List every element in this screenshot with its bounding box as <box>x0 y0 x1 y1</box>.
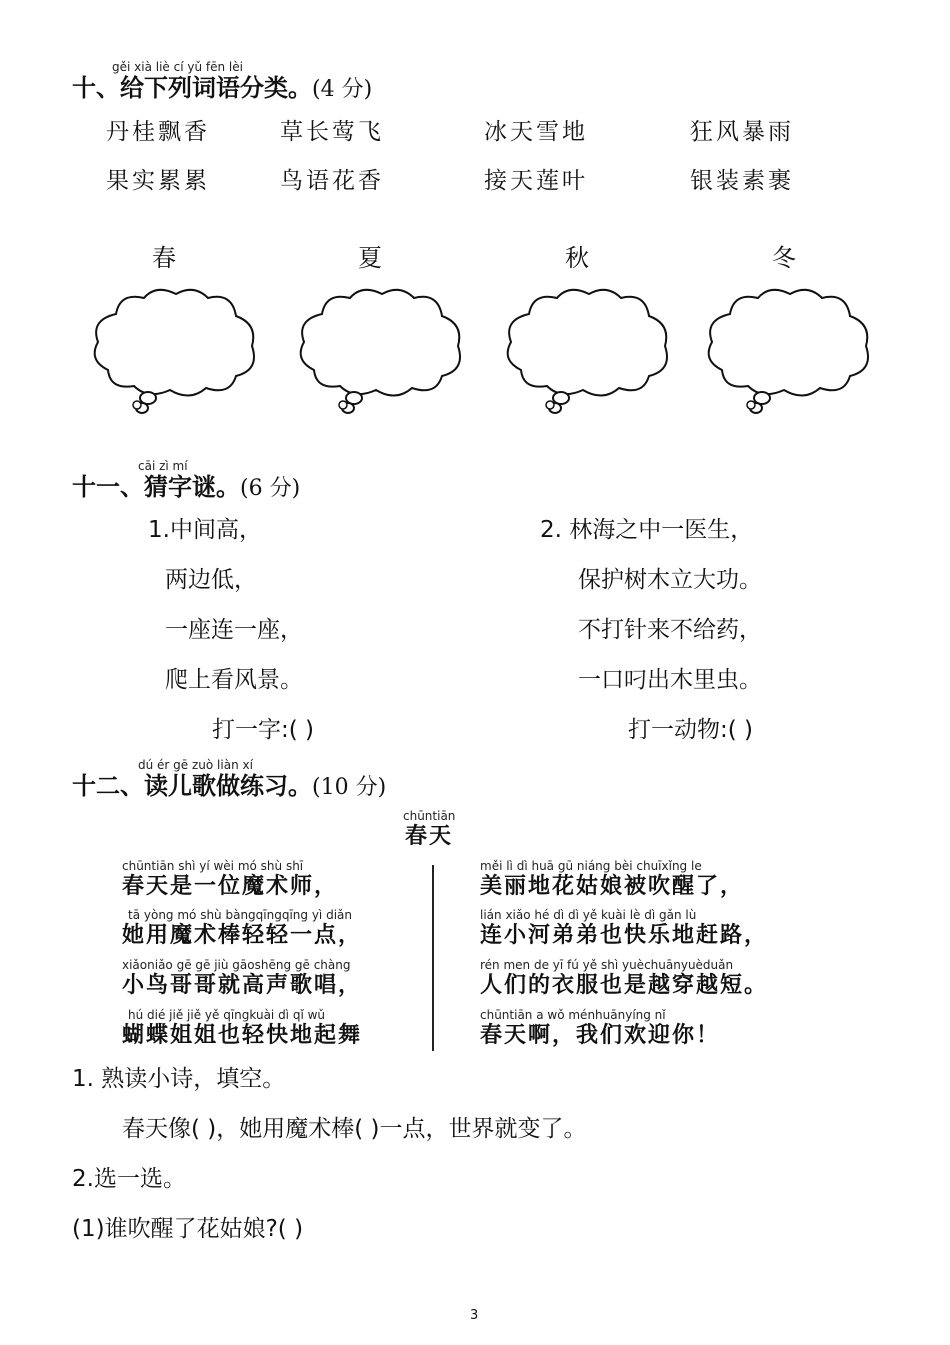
word-item: 冰天雪地 <box>484 119 588 145</box>
poem-pinyin: tā yòng mó shù bàngqīngqīng yì diǎn <box>128 908 352 922</box>
poem-title-pinyin: chūntiān <box>403 809 456 823</box>
poem-line: 美丽地花姑娘被吹醒了， <box>480 873 745 899</box>
riddle-1-line: 1.中间高， <box>148 517 262 543</box>
page-number: 3 <box>470 1308 479 1323</box>
section-11-number: 十一、 <box>72 473 144 501</box>
riddle-1-line: 一座连一座， <box>165 617 303 643</box>
poem-line: 人们的衣服也是越穿越短。 <box>480 972 769 998</box>
question-2-label: 2.选一选。 <box>72 1166 186 1192</box>
riddle-2-answer[interactable]: 打一动物:( ) <box>628 717 754 743</box>
poem-line: 她用魔术棒轻轻一点， <box>122 922 363 948</box>
season-label-autumn: 秋 <box>565 244 589 272</box>
poem-line: 蝴蝶姐姐也轻快地起舞 <box>122 1022 363 1048</box>
poem-line: 连小河弟弟也快乐地赶路， <box>480 922 769 948</box>
word-item: 鸟语花香 <box>280 168 384 194</box>
season-label-winter: 冬 <box>772 244 796 272</box>
section-12-title: 读儿歌做练习。 <box>144 772 312 800</box>
poem-pinyin: xiǎoniǎo gē gē jiù gāoshēng gē chàng <box>122 958 351 972</box>
riddle-2-line: 保护树木立大功。 <box>578 567 762 593</box>
word-item: 果实累累 <box>106 168 210 194</box>
question-1-label: 1. 熟读小诗，填空。 <box>72 1066 286 1092</box>
section-11-score: (6 分) <box>240 476 301 501</box>
poem-pinyin: chūntiān a wǒ ménhuānyíng nǐ <box>480 1008 666 1022</box>
word-item: 银装素裹 <box>690 168 794 194</box>
word-item: 丹桂飘香 <box>106 119 210 145</box>
section-10-score: (4 分) <box>312 77 373 102</box>
section-10-pinyin: gěi xià liè cí yǔ fēn lèi <box>112 60 243 74</box>
season-label-spring: 春 <box>152 244 176 272</box>
poem-line: 春天是一位魔术师， <box>122 873 339 899</box>
poem-pinyin: měi lì dì huā gū niáng bèi chuīxǐng le <box>480 859 702 873</box>
thought-cloud-icon[interactable] <box>86 284 261 419</box>
riddle-2-line: 一口叼出木里虫。 <box>578 667 762 693</box>
riddle-2-line: 不打针来不给药， <box>578 617 762 643</box>
section-12-pinyin: dú ér gē zuò liàn xí <box>138 758 253 772</box>
poem-pinyin: rén men de yī fú yě shì yuèchuānyuèduǎn <box>480 958 734 972</box>
section-11-title: 猜字谜。 <box>144 473 240 501</box>
poem-pinyin: chūntiān shì yí wèi mó shù shī <box>122 859 304 873</box>
question-2-sub-1[interactable]: (1)谁吹醒了花姑娘?( ) <box>72 1216 304 1242</box>
section-11-heading <box>72 472 300 504</box>
section-12-number: 十二、 <box>72 772 144 800</box>
thought-cloud-icon[interactable] <box>700 284 875 419</box>
word-item: 狂风暴雨 <box>690 119 794 145</box>
poem-title: 春天 <box>405 823 454 849</box>
thought-cloud-icon[interactable] <box>292 284 467 419</box>
poem-pinyin: hú dié jiě jiě yě qīngkuài dì qǐ wǔ <box>128 1008 326 1022</box>
poem-divider <box>432 865 434 1051</box>
section-12-score: (10 分) <box>312 775 387 800</box>
riddle-1-line: 爬上看风景。 <box>165 667 303 693</box>
poem-line: 春天啊，我们欢迎你！ <box>480 1022 721 1048</box>
word-item: 草长莺飞 <box>280 119 384 145</box>
riddle-1-answer[interactable]: 打一字:( ) <box>212 717 315 743</box>
section-10-number: 十、 <box>72 74 120 102</box>
season-label-summer: 夏 <box>358 244 382 272</box>
riddle-2-line: 2. 林海之中一医生， <box>540 517 754 543</box>
section-10-title: 给下列词语分类。 <box>120 74 312 102</box>
poem-pinyin: lián xiǎo hé dì dì yě kuài lè dì gǎn lù <box>480 908 697 922</box>
riddle-1-line: 两边低， <box>165 567 257 593</box>
question-1-fill-blank[interactable]: 春天像( )，她用魔术棒( )一点，世界就变了。 <box>122 1116 587 1142</box>
thought-cloud-icon[interactable] <box>499 284 674 419</box>
word-item: 接天莲叶 <box>484 168 588 194</box>
section-12-heading <box>72 771 386 803</box>
poem-line: 小鸟哥哥就高声歌唱， <box>122 972 363 998</box>
section-10-heading <box>72 73 372 105</box>
section-11-pinyin: cāi zì mí <box>138 459 188 473</box>
